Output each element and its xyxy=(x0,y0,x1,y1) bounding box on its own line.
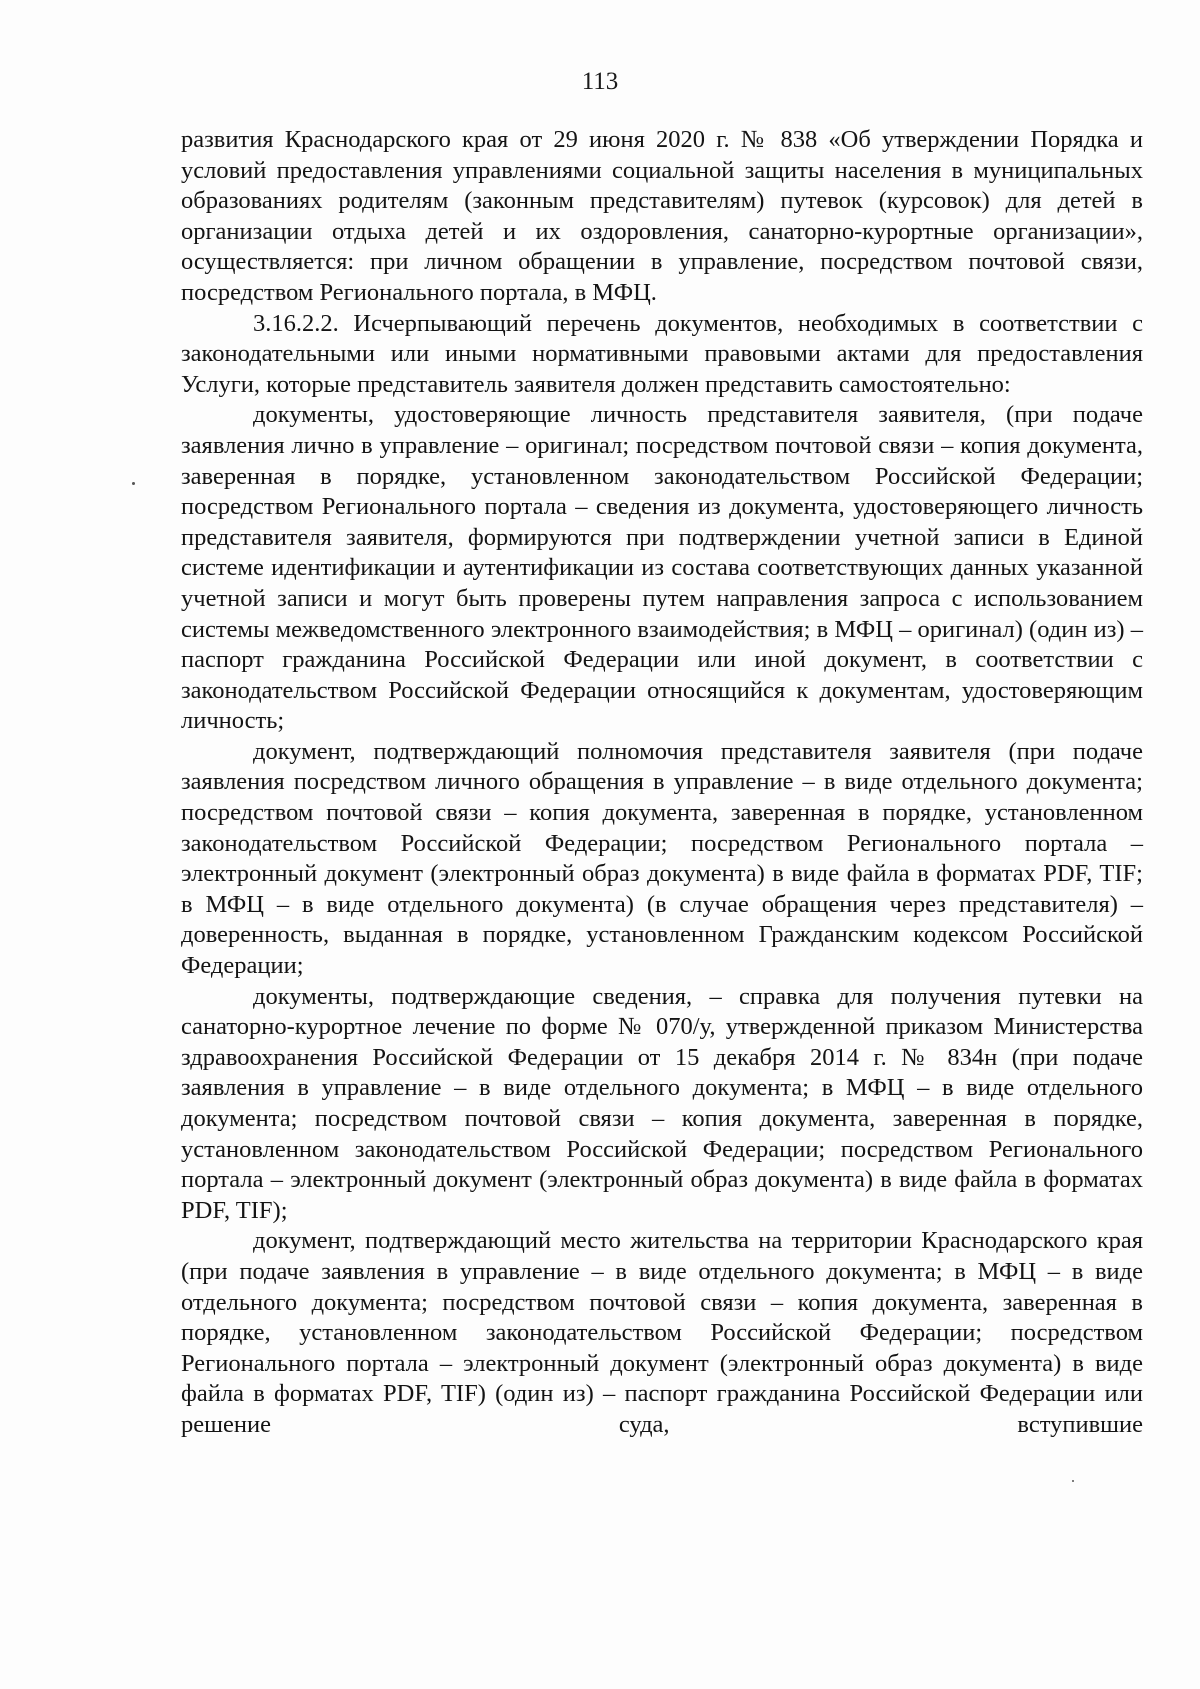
paragraph-1: развития Краснодарского края от 29 июня 2020 г. № 838 «Об утверждении Порядка и условий предоставления управлениями социальной защиты населения в муниципальных образованиях родителям (законным представителям) путевок (курсовок) для детей в организации отдыха детей и их оздоровления, санаторно-курортные организации», осуществляется: при личном обращении в управление, посредством почтовой связи, посредством Регионального портала, в МФЦ. xyxy=(181,126,1143,306)
scan-speck xyxy=(1072,1480,1074,1482)
paragraph-4: документ, подтверждающий полномочия представителя заявителя (при подаче заявления посредством личного обращения в управление – в виде отдельного документа; посредством почтовой связи – копия документа, заверенная в порядке, установленном законодательством Российской Федерации; посредством Регионального портала – электронный документ (электронный образ документа) в виде файла в форматах PDF, TIF; в МФЦ – в виде отдельного документа) (в случае обращения через представителя) – доверенность, выданная в порядке, установленном Гражданским кодексом Российской Федерации; xyxy=(181,737,1143,980)
paragraph-2: 3.16.2.2. Исчерпывающий перечень документов, необходимых в соответствии с законодательными или иными нормативными правовыми актами для предоставления Услуги, которые представитель заявителя должен представить самостоятельно: xyxy=(181,309,1143,398)
paragraph-6: документ, подтверждающий место жительства на территории Краснодарского края (при подаче заявления в управление – в виде отдельного документа; в МФЦ – в виде отдельного документа; посредством почтовой связи – копия документа, заверенная в порядке, установленном законодательством Российской Федерации; посредством Регионального портала – электронный документ (электронный образ документа) в виде файла в форматах PDF, TIF) (один из) – паспорт гражданина Российской Федерации или решение суда, вступившие xyxy=(181,1227,1143,1438)
scan-speck xyxy=(132,482,135,485)
paragraph-3: документы, удостоверяющие личность представителя заявителя, (при подаче заявления лично в управление – оригинал; посредством почтовой связи – копия документа, заверенная в порядке, установленном законодательством Российской Федерации; посредством Регионального портала – сведения из документа, удостоверяющего личность представителя заявителя, формируются при подтверждении учетной записи в Единой системе идентификации и аутентификации из состава соответствующих данных указанной учетной записи и могут быть проверены путем направления запроса с использованием системы межведомственного электронного взаимодействия; в МФЦ – оригинал) (один из) – паспорт гражданина Российской Федерации или иной документ, в соответствии с законодательством Российской Федерации относящийся к документам, удостоверяющим личность; xyxy=(181,401,1143,735)
paragraph-5: документы, подтверждающие сведения, – справка для получения путевки на санаторно-курортное лечение по форме № 070/у, утвержденной приказом Министерства здравоохранения Российской Федерации от 15 декабря 2014 г. № 834н (при подаче заявления в управление – в виде отдельного документа; в МФЦ – в виде отдельного документа; посредством почтовой связи – копия документа, заверенная в порядке, установленном законодательством Российской Федерации; посредством Регионального портала – электронный документ (электронный образ документа) в виде файла в форматах PDF, TIF); xyxy=(181,982,1143,1224)
page-number: 113 xyxy=(581,68,619,95)
document-body xyxy=(181,125,1143,1441)
